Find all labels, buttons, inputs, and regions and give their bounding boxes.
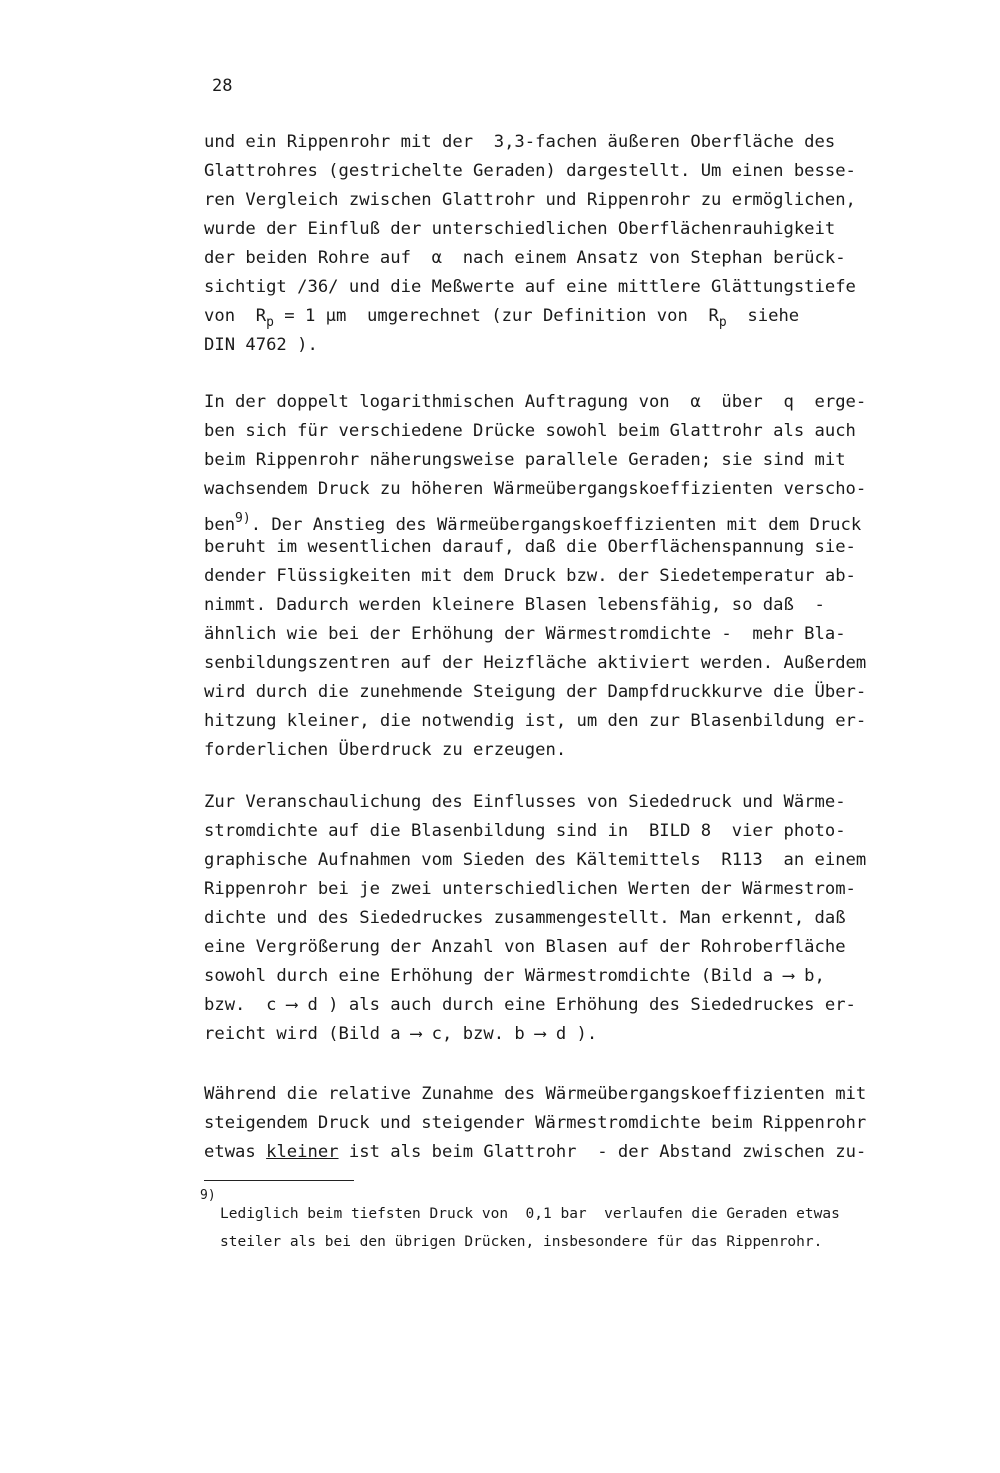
text-span: ben [204, 515, 236, 535]
text-line: ben sich für verschiedene Drücke sowohl beim Glattrohr als auch [204, 421, 856, 441]
text-line: sichtigt /36/ und die Meßwerte auf eine mittlere Glättungstiefe [204, 277, 856, 297]
text-line: Zur Veranschaulichung des Einflusses von Siededruck und Wärme- [204, 792, 846, 812]
text-line: DIN 4762 ). [204, 335, 318, 355]
footnote [220, 1200, 940, 1256]
text-line: graphische Aufnahmen vom Sieden des Kältemittels R113 an einem [204, 850, 867, 870]
text-line: senbildungszentren auf der Heizfläche aktiviert werden. Außerdem [204, 653, 867, 673]
footnote-line: steiler als bei den übrigen Drücken, insbesondere für das Rippenrohr. [220, 1234, 823, 1250]
text-span: siehe [726, 306, 800, 326]
subscript: p [718, 315, 727, 330]
text-line: sowohl durch eine Erhöhung der Wärmestromdichte (Bild a ⟶ b, [204, 966, 825, 986]
text-line: wird durch die zunehmende Steigung der Dampfdruckkurve die Über- [204, 682, 867, 702]
text-line: bzw. c ⟶ d ) als auch durch eine Erhöhung des Siededruckes er- [204, 995, 856, 1015]
text-line: stromdichte auf die Blasenbildung sind in BILD 8 vier photo- [204, 821, 846, 841]
text-line: eine Vergrößerung der Anzahl von Blasen auf der Rohroberfläche [204, 937, 846, 957]
text-line: wurde der Einfluß der unterschiedlichen Oberflächenrauhigkeit [204, 219, 836, 239]
text-line: und ein Rippenrohr mit der 3,3-fachen äußeren Oberfläche des [204, 132, 836, 152]
page-number: 28 [212, 76, 233, 96]
text-span: etwas [204, 1142, 267, 1162]
text-line [204, 504, 964, 533]
underlined-word: kleiner [266, 1142, 339, 1162]
text-span: von R [204, 306, 267, 326]
paragraph-2 [204, 388, 964, 765]
text-line: reicht wird (Bild a ⟶ c, bzw. b ⟶ d ). [204, 1024, 598, 1044]
text-line: der beiden Rohre auf α nach einem Ansatz von Stephan berück- [204, 248, 846, 268]
footnote-reference[interactable]: 9) [235, 511, 251, 526]
text-line: forderlichen Überdruck zu erzeugen. [204, 740, 567, 760]
footnote-line: Lediglich beim tiefsten Druck von 0,1 bar verlaufen die Geraden etwas [220, 1206, 840, 1222]
paragraph-1 [204, 128, 964, 360]
paragraph-4 [204, 1080, 964, 1167]
text-line: dichte und des Siededruckes zusammengestellt. Man erkennt, daß [204, 908, 846, 928]
text-line: Rippenrohr bei je zwei unterschiedlichen Werten der Wärmestrom- [204, 879, 856, 899]
text-line: ähnlich wie bei der Erhöhung der Wärmestromdichte - mehr Bla- [204, 624, 846, 644]
text-span: ist als beim Glattrohr - der Abstand zwischen zu- [338, 1142, 867, 1162]
subscript: p [266, 315, 274, 330]
text-line: dender Flüssigkeiten mit dem Druck bzw. der Siedetemperatur ab- [204, 566, 856, 586]
footnote-marker: 9) [200, 1188, 216, 1203]
text-line: hitzung kleiner, die notwendig ist, um den zur Blasenbildung er- [204, 711, 867, 731]
text-span: . Der Anstieg des Wärmeübergangskoeffizienten mit dem Druck [250, 515, 862, 535]
text-line [204, 302, 964, 331]
text-line: nimmt. Dadurch werden kleinere Blasen lebensfähig, so daß - [204, 595, 825, 615]
text-line: Glattrohres (gestrichelte Geraden) dargestellt. Um einen besse- [204, 161, 856, 181]
text-line: ren Vergleich zwischen Glattrohr und Rippenrohr zu ermöglichen, [204, 190, 856, 210]
text-span: = 1 µm umgerechnet (zur Definition von R [273, 306, 719, 326]
text-line: Während die relative Zunahme des Wärmeübergangskoeffizienten mit [204, 1084, 867, 1104]
text-line: wachsendem Druck zu höheren Wärmeübergangskoeffizienten verscho- [204, 479, 867, 499]
footnote-divider [204, 1180, 354, 1181]
text-line: steigendem Druck und steigender Wärmestromdichte beim Rippenrohr [204, 1113, 867, 1133]
text-line: beim Rippenrohr näherungsweise parallele Geraden; sie sind mit [204, 450, 846, 470]
paragraph-3 [204, 788, 964, 1049]
text-line [204, 1138, 964, 1167]
text-line: beruht im wesentlichen darauf, daß die Oberflächenspannung sie- [204, 537, 856, 557]
text-line: In der doppelt logarithmischen Auftragung von α über q erge- [204, 392, 867, 412]
